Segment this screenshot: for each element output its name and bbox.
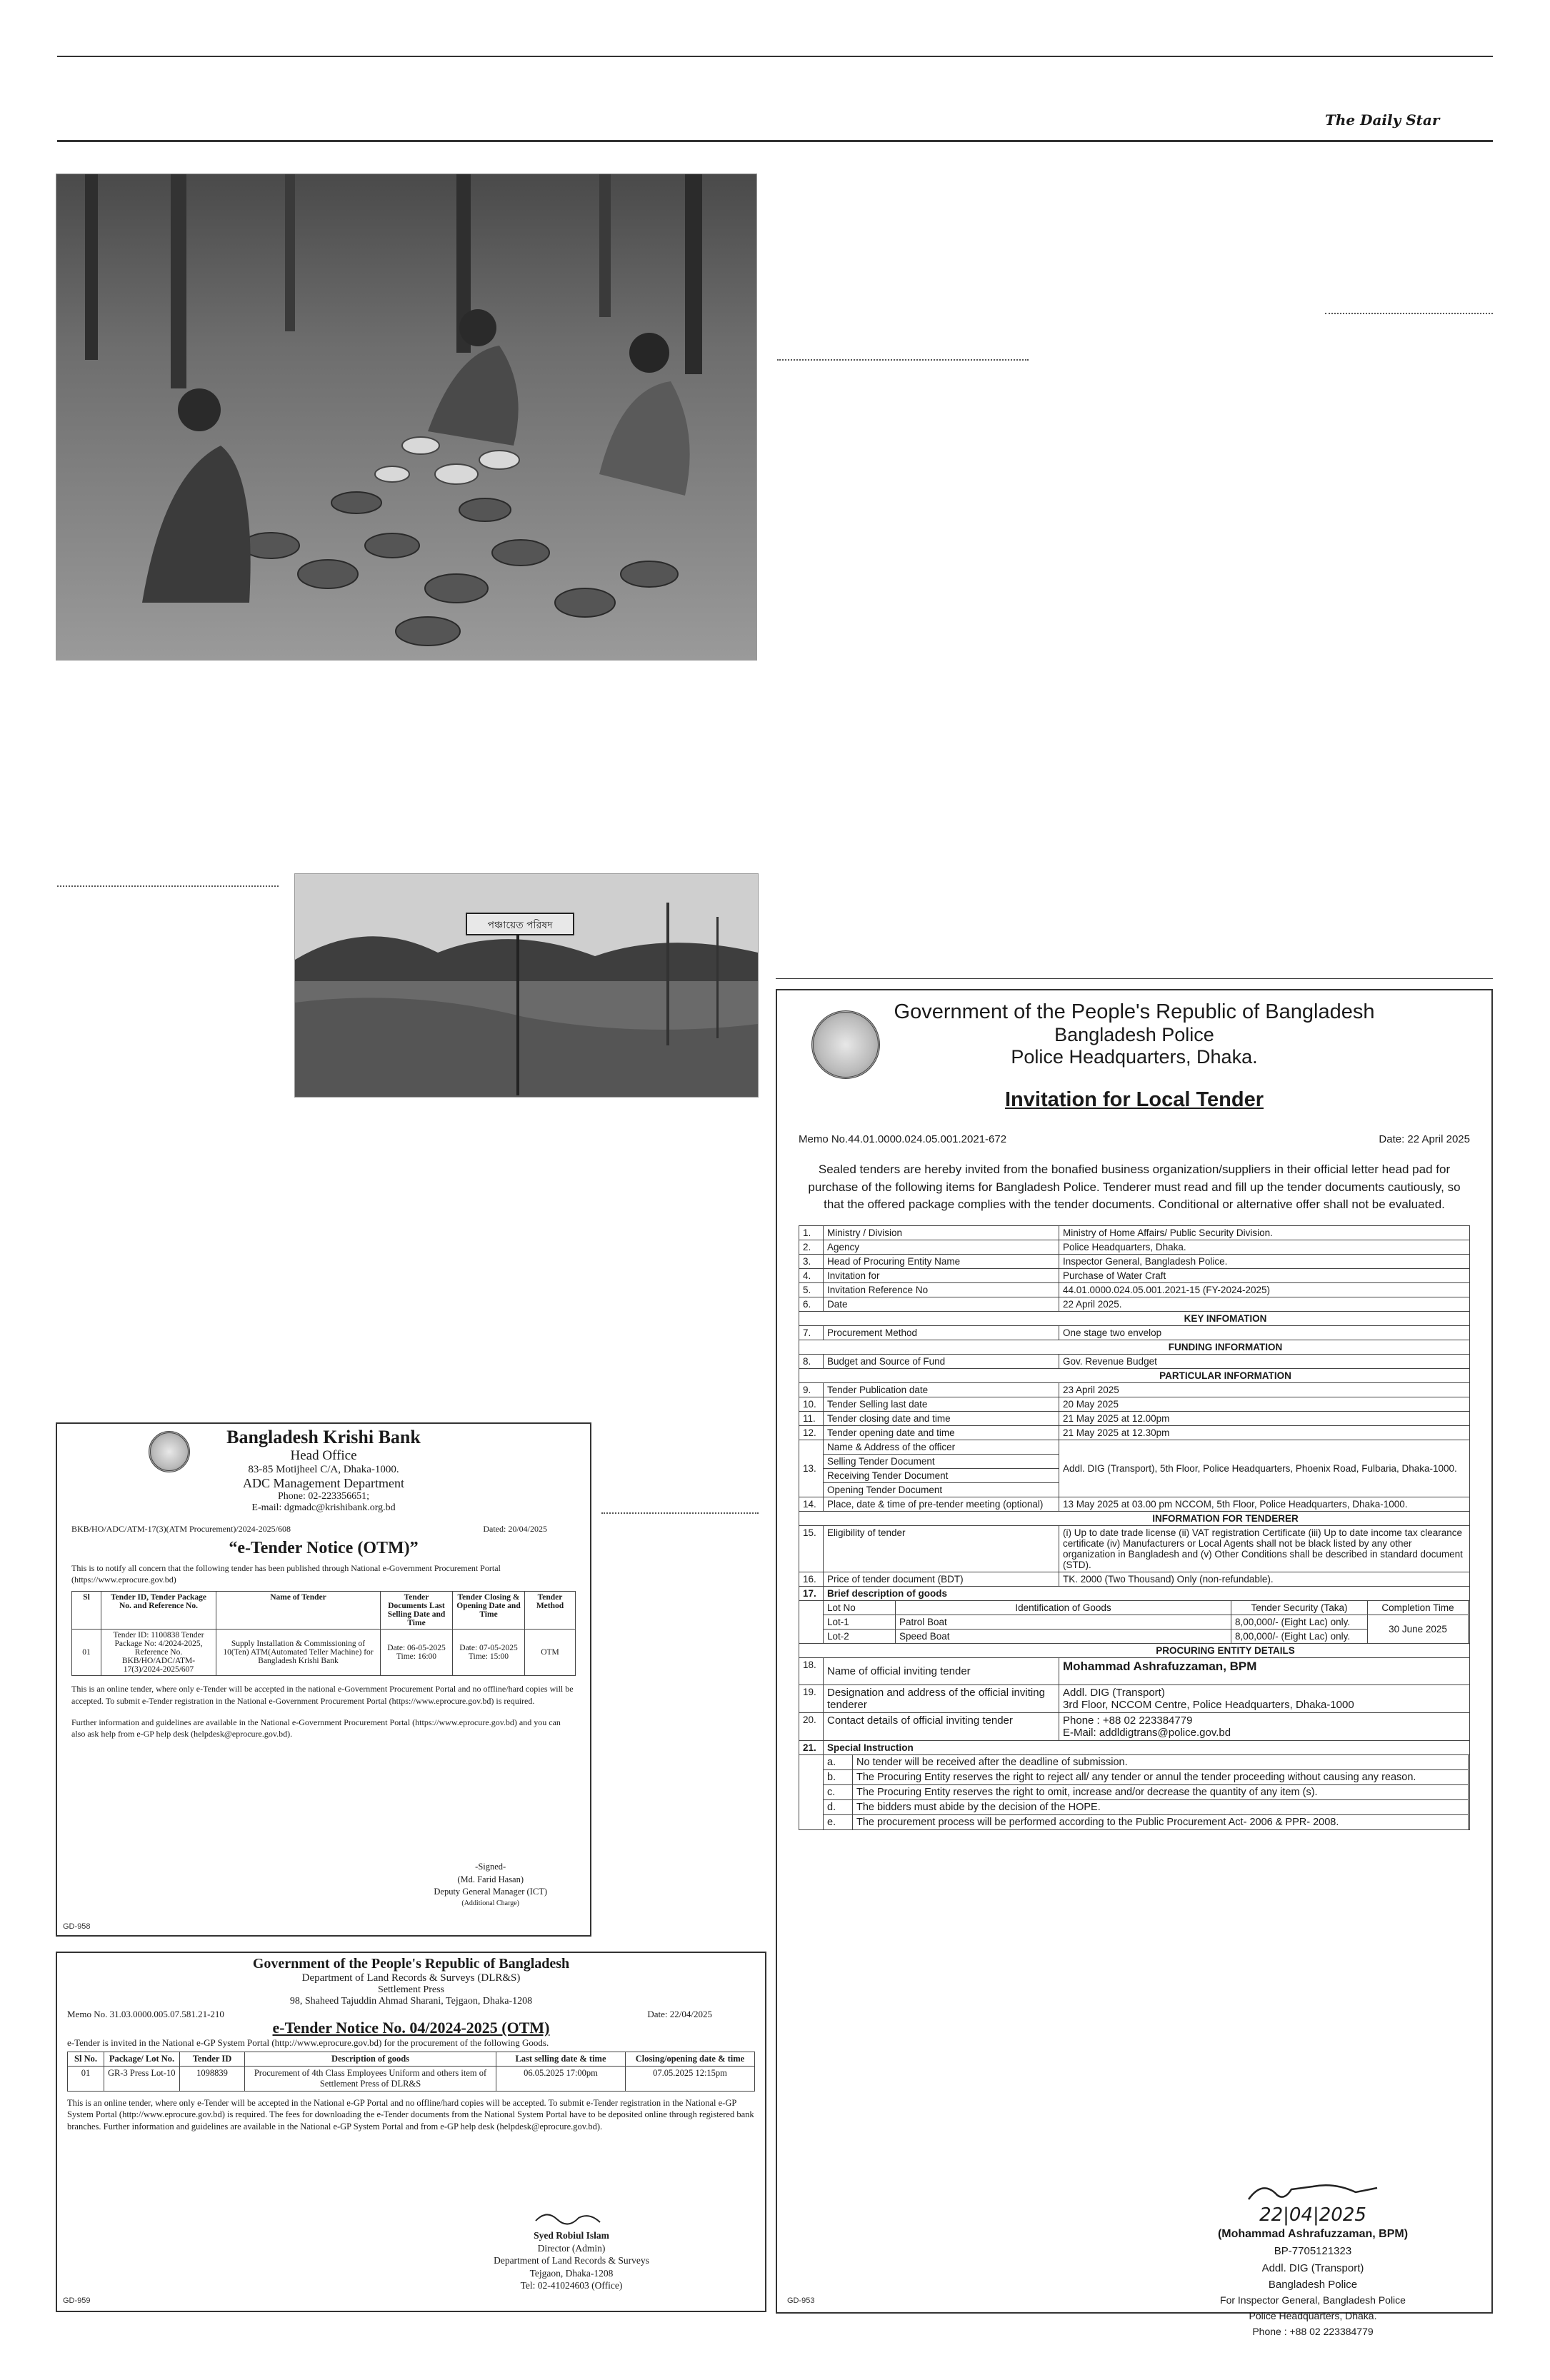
roadside-signboard-photo: [294, 873, 759, 1098]
table-header: Identification of Goods: [896, 1600, 1231, 1615]
table-cell: a.: [824, 1754, 853, 1769]
table-cell: 11.: [799, 1411, 824, 1425]
table-cell: Procurement of 4th Class Employees Uniform and others item of Settlement Press of DLR&S: [245, 2067, 496, 2092]
table-row: [824, 1784, 1469, 1799]
table-cell: (i) Up to date trade license (ii) VAT registration Certificate (iii) Up to date income tax clearance certificate (iv) Manufacturers or Local Agents shall not be black listed by any other organization in Bangladesh and (v) Other Conditions shall be described in standard document (STD).: [1059, 1525, 1470, 1572]
table-cell: Lot-1: [824, 1615, 896, 1629]
table-cell: 13 May 2025 at 03.00 pm NCCOM, 5th Floor, Police Headquarters, Dhaka-1000.: [1059, 1497, 1470, 1511]
dlrs-ad: [56, 1952, 766, 2312]
table-cell: d.: [824, 1799, 853, 1814]
table-cell: e.: [824, 1814, 853, 1829]
pottery-market-photo: [56, 174, 757, 661]
table-cell: c.: [824, 1784, 853, 1799]
section-heading: FUNDING INFORMATION: [799, 1340, 1470, 1354]
table-row: [799, 1754, 1470, 1829]
table-cell: E-Mail: addldigtrans@police.gov.bd: [1063, 1726, 1231, 1739]
dlrs-notice-title: e-Tender Notice No. 04/2024-2025 (OTM): [272, 2019, 550, 2037]
table-cell: Designation and address of the official inviting tenderer: [824, 1684, 1059, 1712]
table-cell: Special Instruction: [824, 1740, 1470, 1754]
table-cell: Selling Tender Document: [824, 1455, 1059, 1469]
table-row: [824, 1814, 1469, 1829]
table-cell: OTM: [525, 1630, 576, 1676]
table-cell: Gov. Revenue Budget: [1059, 1354, 1470, 1368]
table-header: Completion Time: [1368, 1600, 1469, 1615]
table-row: [72, 1630, 576, 1676]
police-date: Date: 22 April 2025: [1379, 1133, 1470, 1145]
table-row: [799, 1740, 1470, 1754]
table-cell: 30 June 2025: [1368, 1615, 1469, 1643]
table-row: [824, 1754, 1469, 1769]
table-header: Tender Method: [525, 1592, 576, 1630]
table-cell: Speed Boat: [896, 1629, 1231, 1643]
police-bp-number: BP-7705121323: [1274, 2245, 1352, 2258]
table-cell: Date: 06-05-2025 Time: 16:00: [381, 1630, 453, 1676]
police-notice-title: Invitation for Local Tender: [1005, 1088, 1264, 1111]
table-row: [799, 1657, 1470, 1684]
police-emblem: [811, 1010, 880, 1079]
table-header: Sl: [72, 1592, 101, 1630]
table-cell: The procurement process will be performed according to the Public Procurement Act- 2006 & PPR- 2008.: [853, 1814, 1469, 1829]
table-cell: Name & Address of the officer: [824, 1440, 1059, 1455]
table-row: [799, 1411, 1470, 1425]
police-for: For Inspector General, Bangladesh Police: [1220, 2294, 1406, 2306]
signboard-text: পঞ্চায়েত পরিষদ: [487, 920, 553, 931]
table-row: [799, 1440, 1470, 1497]
table-cell: 9.: [799, 1382, 824, 1397]
table-cell: Tender opening date and time: [824, 1425, 1059, 1440]
table-cell: Phone : +88 02 223384779: [1063, 1714, 1193, 1727]
table-cell: Inspector General, Bangladesh Police.: [1059, 1254, 1470, 1268]
dlrs-organization: Department of Land Records & Surveys: [494, 2255, 649, 2266]
table-cell: Eligibility of tender: [824, 1525, 1059, 1572]
table-cell: Tender Publication date: [824, 1382, 1059, 1397]
bank-notice-title: “e-Tender Notice (OTM)”: [229, 1539, 419, 1557]
section-heading: PROCURING ENTITY DETAILS: [799, 1643, 1470, 1657]
bank-dated: Dated: 20/04/2025: [483, 1524, 547, 1534]
table-cell: No tender will be received after the deadline of submission.: [853, 1754, 1469, 1769]
police-signer-designation: Addl. DIG (Transport): [1261, 2261, 1364, 2274]
table-cell: 23 April 2025: [1059, 1382, 1470, 1397]
police-signer: (Mohammad Ashrafuzzaman, BPM): [1217, 2227, 1409, 2240]
table-row: [799, 1586, 1470, 1600]
krishi-bank-ad: [56, 1422, 591, 1937]
table-cell: One stage two envelop: [1059, 1325, 1470, 1340]
bank-signed: -Signed-: [475, 1862, 506, 1872]
table-row: [799, 1525, 1470, 1572]
table-row: [799, 1240, 1470, 1254]
police-headquarters: Police Headquarters, Dhaka.: [1011, 1046, 1258, 1068]
table-cell: 8,00,000/- (Eight Lac) only.: [1231, 1615, 1368, 1629]
table-cell: The Procuring Entity reserves the right to omit, increase and/or decrease the quantity of any item (s).: [853, 1784, 1469, 1799]
bank-address: 83-85 Motijheel C/A, Dhaka-1000.: [248, 1464, 399, 1475]
table-cell: 01: [72, 1630, 101, 1676]
table-cell: Patrol Boat: [896, 1615, 1231, 1629]
table-header: Tender Documents Last Selling Date and Time: [381, 1592, 453, 1630]
table-cell: Addl. DIG (Transport), 5th Floor, Police Headquarters, Phoenix Road, Fulbaria, Dhaka-1000.: [1059, 1440, 1470, 1497]
table-row: [799, 1282, 1470, 1297]
table-row: [799, 1425, 1470, 1440]
police-government: Government of the People's Republic of Bangladesh: [894, 1000, 1375, 1023]
table-header: Lot No: [824, 1600, 896, 1615]
police-intro: Sealed tenders are hereby invited from the bonafied business organization/suppliers in their official letter head pad for purchase of the following items for Bangladesh Police. Tenderer must read and fill up the tender documents cautiously, so that the offered package complies with the tender documents. Conditional or alternative offer shall not be evaluated.: [808, 1163, 1461, 1212]
table-header: Name of Tender: [216, 1592, 381, 1630]
table-row: [799, 1684, 1470, 1712]
dlrs-government: Government of the People's Republic of Bangladesh: [252, 1956, 570, 1972]
table-cell: Opening Tender Document: [827, 1484, 943, 1495]
table-row: [824, 1799, 1469, 1814]
police-tender-table: [799, 1225, 1470, 1830]
table-cell: 8.: [799, 1354, 824, 1368]
bank-department: ADC Management Department: [243, 1476, 404, 1490]
table-row: [799, 1254, 1470, 1268]
gd-number: GD-959: [63, 2296, 91, 2305]
column-divider-rule: [601, 1512, 759, 1514]
table-cell: Tender Selling last date: [824, 1397, 1059, 1411]
table-cell: 44.01.0000.024.05.001.2021-15 (FY-2024-2025): [1059, 1282, 1470, 1297]
top-rule: [57, 56, 1493, 57]
section-heading: INFORMATION FOR TENDERER: [799, 1511, 1470, 1525]
bank-email: E-mail: dgmadc@krishibank.org.bd: [251, 1502, 396, 1513]
table-cell: Ministry / Division: [824, 1225, 1059, 1240]
signature-date: 22|04|2025: [1259, 2204, 1366, 2226]
table-cell: 20.: [799, 1712, 824, 1740]
dlrs-tender-table: [67, 2052, 755, 2092]
table-cell: 16.: [799, 1572, 824, 1586]
table-header: Tender ID, Tender Package No. and Reference No.: [101, 1592, 216, 1630]
table-cell: 14.: [799, 1497, 824, 1511]
police-signer-organization: Bangladesh Police: [1268, 2278, 1358, 2291]
police-signer-hq: Police Headquarters, Dhaka.: [1249, 2309, 1377, 2321]
table-cell: 1098839: [180, 2067, 245, 2092]
table-cell: 3.: [799, 1254, 824, 1268]
table-cell: Name of official inviting tender: [824, 1657, 1059, 1684]
table-cell: GR-3 Press Lot-10: [104, 2067, 180, 2092]
goods-table: [823, 1600, 1469, 1644]
table-cell: 21 May 2025 at 12.00pm: [1059, 1411, 1470, 1425]
table-cell: b.: [824, 1769, 853, 1784]
table-row: [68, 2067, 755, 2092]
police-ad: [776, 989, 1493, 2337]
column-divider-rule: [777, 359, 1029, 361]
column-divider-rule: [1325, 313, 1493, 314]
table-cell: Agency: [824, 1240, 1059, 1254]
table-cell: 4.: [799, 1268, 824, 1282]
table-cell: 21 May 2025 at 12.30pm: [1059, 1425, 1470, 1440]
table-row: [824, 1769, 1469, 1784]
police-phone: Phone : +88 02 223384779: [1252, 2325, 1374, 2337]
table-cell: Head of Procuring Entity Name: [824, 1254, 1059, 1268]
table-row: [799, 1297, 1470, 1311]
table-cell: Tender closing date and time: [824, 1411, 1059, 1425]
table-cell: 8,00,000/- (Eight Lac) only.: [1231, 1629, 1368, 1643]
dlrs-intro: e-Tender is invited in the National e-GP System Portal (http://www.eprocure.gov.bd) for the procurement of the following Goods.: [67, 2037, 549, 2048]
bank-paragraph: Further information and guidelines are available in the National e-Government Procurement Portal (https://www.eprocure.gov.bd) and you can also ask help from e-GP help desk (helpdesk@eprocure.gov.bd).: [71, 1717, 561, 1739]
section-heading: KEY INFOMATION: [799, 1311, 1470, 1325]
table-cell: Police Headquarters, Dhaka.: [1059, 1240, 1470, 1254]
table-cell: Budget and Source of Fund: [824, 1354, 1059, 1368]
bank-paragraph: This is an online tender, where only e-Tender will be accepted in the national e-Government Procurement Portal and no offline/hard copies will be accepted. To submit e-Tender registration in the National e-Government Procurement Portal (https://www.eprocure.gov.bd) is required.: [71, 1684, 574, 1706]
dlrs-address: 98, Shaheed Tajuddin Ahmad Sharani, Tejgaon, Dhaka-1208: [289, 1996, 533, 2007]
bank-tender-table: [71, 1591, 576, 1676]
police-organization: Bangladesh Police: [1054, 1024, 1214, 1045]
bank-logo: [149, 1431, 190, 1472]
dlrs-telephone: Tel: 02-41024603 (Office): [520, 2280, 623, 2291]
table-cell: 15.: [799, 1525, 824, 1572]
dlrs-signer: Syed Robiul Islam: [534, 2230, 609, 2241]
table-cell: 2.: [799, 1240, 824, 1254]
table-row: [799, 1497, 1470, 1511]
table-cell: Place, date & time of pre-tender meeting (optional): [824, 1497, 1059, 1511]
table-header: Tender ID: [180, 2052, 245, 2067]
table-cell: Date: [824, 1297, 1059, 1311]
table-row: [799, 1354, 1470, 1368]
dlrs-memo: Memo No. 31.03.0000.005.07.581.21-210: [67, 2009, 224, 2019]
table-cell: 7.: [799, 1325, 824, 1340]
gd-number: GD-953: [787, 2296, 815, 2305]
table-cell: TK. 2000 (Two Thousand) Only (non-refundable).: [1059, 1572, 1470, 1586]
bank-designation: Deputy General Manager (ICT): [434, 1887, 547, 1897]
table-header: Tender Closing & Opening Date and Time: [453, 1592, 525, 1630]
table-cell: Purchase of Water Craft: [1059, 1268, 1470, 1282]
table-cell: Receiving Tender Document: [824, 1469, 1059, 1483]
table-cell: 01: [68, 2067, 104, 2092]
dlrs-press: Settlement Press: [378, 1984, 444, 1995]
table-cell: 17.: [799, 1586, 824, 1600]
section-rule: [776, 978, 1493, 979]
table-cell: Invitation for: [824, 1268, 1059, 1282]
table-cell: 20 May 2025: [1059, 1397, 1470, 1411]
bank-reference: BKB/HO/ADC/ATM-17(3)(ATM Procurement)/2024-2025/608: [71, 1524, 291, 1534]
dlrs-paragraph: This is an online tender, where only e-Tender will be accepted in the National e-GP Portal and no offline/hard copies will be accepted. To submit e-Tender registration in the National e-GP System Portal (http://www.eprocure.gov.bd) is required. The fees for downloading the e-Tender documents from the National System Portal have to be deposited online through registered bank branches. Further information and guidelines are available in the National e-GP System Portal and from e-GP help desk (helpdesk@eprocure.gov.bd).: [67, 2098, 754, 2132]
table-cell: Addl. DIG (Transport): [1063, 1686, 1165, 1699]
table-cell: The Procuring Entity reserves the right to reject all/ any tender or annul the tender proceeding without causing any reason.: [853, 1769, 1469, 1784]
table-row: [799, 1382, 1470, 1397]
table-cell: 5.: [799, 1282, 824, 1297]
masthead-logo: The Daily Star: [1325, 111, 1440, 129]
table-row: [824, 1615, 1469, 1629]
table-header: Last selling date & time: [496, 2052, 626, 2067]
gd-number: GD-958: [63, 1922, 91, 1931]
signature-scribble: [457, 2206, 686, 2229]
dlrs-designation: Director (Admin): [537, 2242, 606, 2254]
table-row: [799, 1572, 1470, 1586]
table-cell: Invitation Reference No: [824, 1282, 1059, 1297]
table-cell: 1.: [799, 1225, 824, 1240]
section-heading: PARTICULAR INFORMATION: [799, 1368, 1470, 1382]
table-header: Closing/opening date & time: [626, 2052, 755, 2067]
table-cell: Lot-2: [824, 1629, 896, 1643]
bank-office: Head Office: [290, 1448, 357, 1463]
table-cell: Price of tender document (BDT): [824, 1572, 1059, 1586]
table-cell: Brief description of goods: [824, 1586, 1470, 1600]
signature-scribble: [1184, 2179, 1441, 2205]
bank-name: Bangladesh Krishi Bank: [226, 1427, 421, 1447]
table-row: [799, 1268, 1470, 1282]
table-cell: Contact details of official inviting tender: [824, 1712, 1059, 1740]
table-cell: Date: 07-05-2025 Time: 15:00: [453, 1630, 525, 1676]
table-cell: 18.: [799, 1657, 824, 1684]
table-cell: Procurement Method: [824, 1325, 1059, 1340]
table-cell: 13.: [799, 1440, 824, 1497]
table-header: Description of goods: [245, 2052, 496, 2067]
table-cell: Mohammad Ashrafuzzaman, BPM: [1059, 1657, 1470, 1684]
table-cell: Ministry of Home Affairs/ Public Security Division.: [1059, 1225, 1470, 1240]
table-cell: 6.: [799, 1297, 824, 1311]
table-cell: 21.: [799, 1740, 824, 1754]
table-cell: 07.05.2025 12:15pm: [626, 2067, 755, 2092]
table-header: Package/ Lot No.: [104, 2052, 180, 2067]
table-row: [799, 1325, 1470, 1340]
dlrs-date: Date: 22/04/2025: [647, 2009, 712, 2019]
table-cell: 19.: [799, 1684, 824, 1712]
bank-phone: Phone: 02-223356651;: [278, 1491, 369, 1502]
table-header: Tender Security (Taka): [1231, 1600, 1368, 1615]
instructions-table: [823, 1754, 1469, 1830]
table-header: Sl No.: [68, 2052, 104, 2067]
masthead-rule: [57, 140, 1493, 142]
bank-intro: This is to notify all concern that the following tender has been published through National e-Government Procurement Portal (https://www.eprocure.gov.bd): [71, 1563, 501, 1585]
table-cell: 22 April 2025.: [1059, 1297, 1470, 1311]
table-cell: 12.: [799, 1425, 824, 1440]
bank-charge: (Additional Charge): [461, 1899, 519, 1907]
table-row: [799, 1397, 1470, 1411]
table-row: [799, 1712, 1470, 1740]
table-cell: Tender ID: 1100838 Tender Package No: 4/2024-2025, Reference No. BKB/HO/ADC/ATM-17(3)/2024-2025/607: [101, 1630, 216, 1676]
dlrs-city: Tejgaon, Dhaka-1208: [529, 2267, 614, 2279]
bank-signer: (Md. Farid Hasan): [457, 1874, 524, 1884]
dlrs-department: Department of Land Records & Surveys (DLR&S): [301, 1972, 521, 1984]
table-cell: Supply Installation & Commissioning of 10(Ten) ATM(Automated Teller Machine) for Bangladesh Krishi Bank: [216, 1630, 381, 1676]
table-cell: 10.: [799, 1397, 824, 1411]
table-cell: 3rd Floor, NCCOM Centre, Police Headquarters, Dhaka-1000: [1063, 1698, 1354, 1711]
table-cell: The bidders must abide by the decision of the HOPE.: [853, 1799, 1469, 1814]
table-row: [799, 1225, 1470, 1240]
table-cell: 06.05.2025 17:00pm: [496, 2067, 626, 2092]
police-memo: Memo No.44.01.0000.024.05.001.2021-672: [799, 1133, 1007, 1145]
column-divider-rule: [57, 885, 279, 887]
